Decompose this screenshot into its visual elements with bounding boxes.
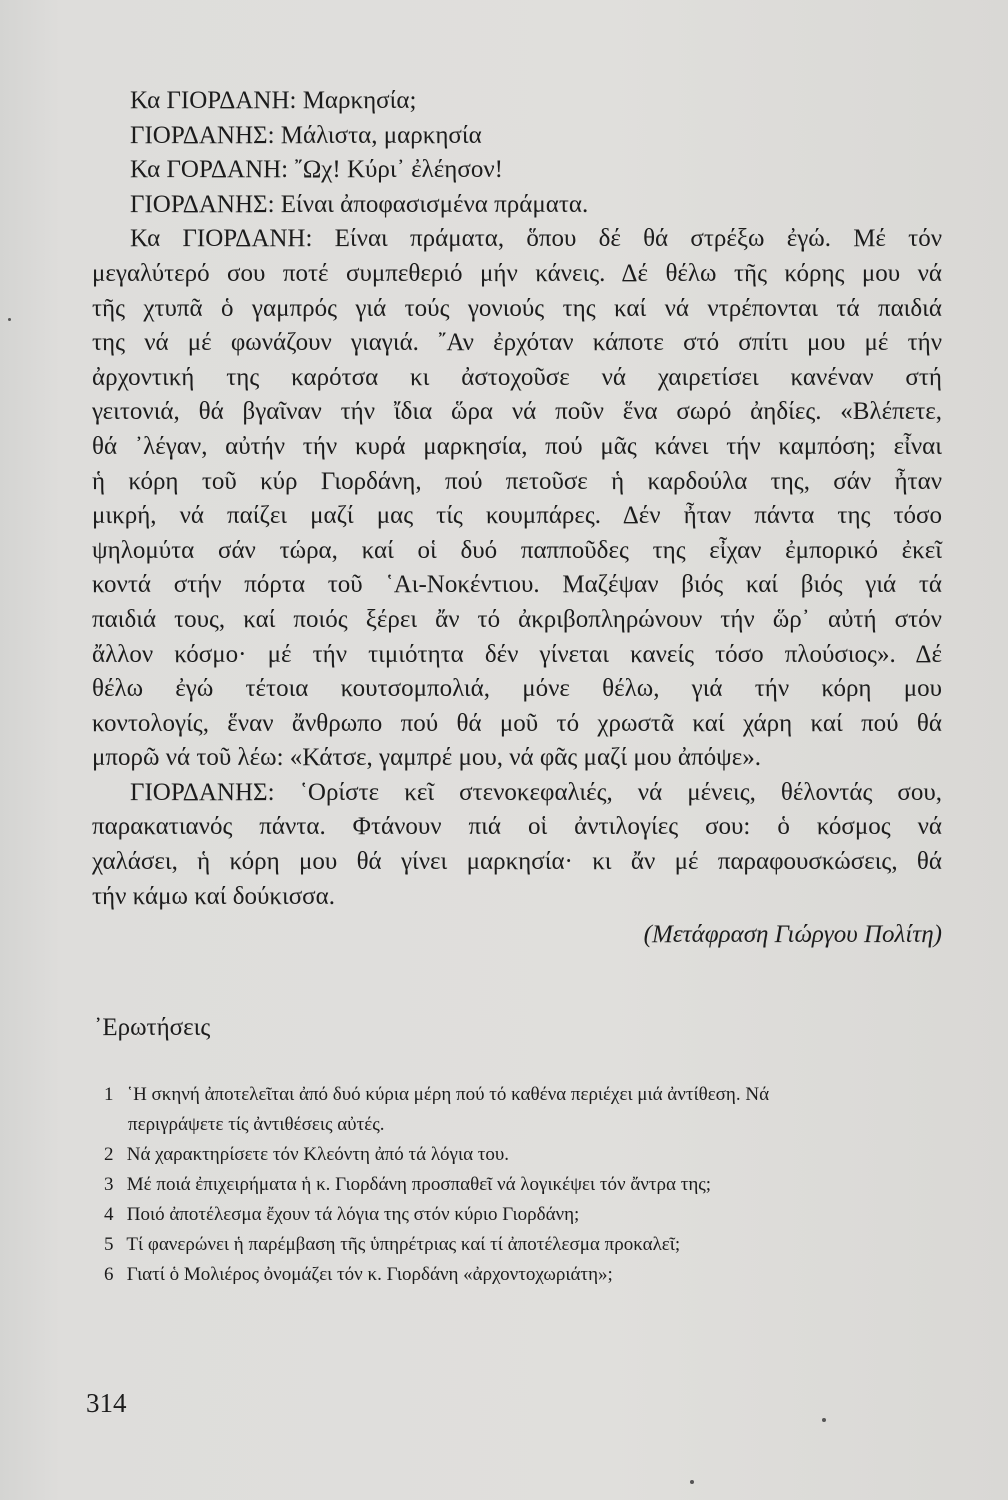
- question-number: 3: [104, 1174, 114, 1196]
- paragraph-line: Κα ΓΙΟΡΔΑΝΗ: Είναι πράματα, ὅπου δέ θά στρέξω ἐγώ. Μέ τόν: [130, 225, 942, 253]
- question-text-continued: περιγράψετε τίς ἀντιθέσεις αὐτές.: [128, 1114, 385, 1136]
- paragraph-line: παιδιά τους, καί ποιός ξέρει ἄν τό ἀκριβοπληρώνουν τήν ὥρ᾽ αὐτή στόν: [92, 605, 942, 633]
- paper-speck: [8, 318, 11, 321]
- paragraph-line: κοντολογίς, ἕναν ἄνθρωπο πού θά μοῦ τό χρωστᾶ καί χάρη καί πού θά: [92, 709, 942, 737]
- question-number: 6: [104, 1264, 114, 1286]
- dialogue-line-3: Κα ΓΟΡΔΑΝΗ: ῎Ωχ! Κύρι᾽ ἐλέησον!: [130, 156, 503, 184]
- questions-heading: ᾽Ερωτήσεις: [94, 1014, 211, 1042]
- question-text: Νά χαρακτηρίσετε τόν Κλεόντη ἀπό τά λόγια του.: [126, 1144, 510, 1166]
- paragraph-line: ἄλλον κόσμο· μέ τήν τιμιότητα δέν γίνεται κανείς τόσο πλούσιος». Δέ: [92, 640, 942, 668]
- paragraph-line: ΓΙΟΡΔΑΝΗΣ: ῾Ορίστε κεῖ στενοκεφαλιές, νά μένεις, θέλοντάς σου,: [130, 778, 942, 806]
- question-number: 1: [104, 1084, 114, 1106]
- dialogue-line-2: ΓΙΟΡΔΑΝΗΣ: Μάλιστα, μαρκησία: [130, 121, 482, 149]
- question-item: [104, 1170, 942, 1200]
- page-number: 314: [86, 1388, 127, 1418]
- paragraph-line: ἡ κόρη τοῦ κύρ Γιορδάνη, πού πετοῦσε ἡ καρδούλα της, σάν ἦταν: [92, 467, 942, 495]
- paragraph-line: μεγαλύτερό σου ποτέ συμπεθεριό μήν κάνεις. Δέ θέλω τῆς κόρης μου νά: [92, 259, 942, 287]
- paragraph-line: της νά μέ φωνάζουν γιαγιά. ῎Αν ἐρχόταν κάποτε στό σπίτι μου μέ τήν: [92, 329, 942, 357]
- question-item: [104, 1230, 942, 1260]
- question-item: [104, 1080, 942, 1140]
- translator-credit: (Μετάφραση Γιώργου Πολίτη): [643, 921, 942, 949]
- question-text: Τί φανερώνει ἡ παρέμβαση τῆς ὑπηρέτριας καί τί ἀποτέλεσμα προκαλεῖ;: [126, 1234, 681, 1256]
- paragraph-line: μικρή, νά παίζει μαζί μας τίς κουμπάρες. Δέν ἦταν πάντα της τόσο: [92, 502, 942, 530]
- paragraph-line: κοντά στήν πόρτα τοῦ ῾Αι-Νοκέντιου. Μαζέψαν βιός καί βιός γιά τά: [92, 571, 942, 599]
- dialogue-line-1: Κα ΓΙΟΡΔΑΝΗ: Μαρκησία;: [130, 87, 417, 114]
- dialogue-line-4: ΓΙΟΡΔΑΝΗΣ: Είναι ἀποφασισμένα πράματα.: [130, 190, 589, 218]
- paper-speck: [690, 1480, 694, 1484]
- questions-list: [92, 1080, 942, 1290]
- paragraph-line: τήν κάμω καί δούκισσα.: [92, 882, 335, 910]
- paragraph-line: γειτονιά, θά βγαῖναν τήν ἴδια ὥρα νά ποῦν ἕνα σωρό ἀηδίες. «Βλέπετε,: [92, 398, 942, 426]
- dialogue-text: [92, 84, 942, 952]
- question-number: 4: [104, 1204, 114, 1226]
- question-text: Γιατί ὁ Μολιέρος ὀνομάζει τόν κ. Γιορδάνη «ἀρχοντοχωριάτη»;: [126, 1264, 613, 1286]
- paragraph-line: παρακατιανός πάντα. Φτάνουν πιά οἱ ἀντιλογίες σου: ὁ κόσμος νά: [92, 813, 942, 841]
- paragraph-line: τῆς χτυπᾶ ὁ γαμπρός γιά τούς γονιούς της καί νά ντρέπονται τά παιδιά: [92, 294, 942, 322]
- paragraph-line: θά ᾽λέγαν, αὐτήν τήν κυρά μαρκησία, πού μᾶς κάνει τήν καμπόση; εἶναι: [92, 432, 942, 460]
- question-text: Ποιό ἀποτέλεσμα ἔχουν τά λόγια της στόν κύριο Γιορδάνη;: [126, 1204, 580, 1226]
- paragraph-line: ψηλομύτα σάν τώρα, καί οἱ δυό παπποῦδες της εἶχαν ἐμπορικό ἐκεῖ: [92, 536, 942, 564]
- paragraph-line: ἀρχοντική της καρότσα κι ἀστοχοῦσε νά χαιρετίσει κανέναν στή: [92, 363, 942, 391]
- question-text: ῾Η σκηνή ἀποτελεῖται ἀπό δυό κύρια μέρη πού τό καθένα περιέχει μιά ἀντίθεση. Νά: [126, 1084, 770, 1106]
- question-item: [104, 1140, 942, 1170]
- question-number: 5: [104, 1234, 114, 1256]
- dialogue-paragraph-2: [92, 776, 942, 914]
- question-text: Μέ ποιά ἐπιχειρήματα ἡ κ. Γιορδάνη προσπαθεῖ νά λογικέψει τόν ἄντρα της;: [126, 1174, 712, 1196]
- question-item: [104, 1200, 942, 1230]
- paragraph-line: θέλω ἐγώ τέτοια κουτσομπολιά, μόνε θέλω, γιά τήν κόρη μου: [92, 675, 942, 703]
- question-number: 2: [104, 1144, 114, 1166]
- paragraph-line: μπορῶ νά τοῦ λέω: «Κάτσε, γαμπρέ μου, νά φᾶς μαζί μου ἀπόψε».: [92, 744, 762, 772]
- dialogue-paragraph-1: [92, 222, 942, 776]
- paragraph-line: χαλάσει, ἡ κόρη μου θά γίνει μαρκησία· κι ἄν μέ παραφουσκώσεις, θά: [92, 848, 942, 876]
- paper-speck: [822, 1418, 826, 1422]
- question-item: [104, 1260, 942, 1290]
